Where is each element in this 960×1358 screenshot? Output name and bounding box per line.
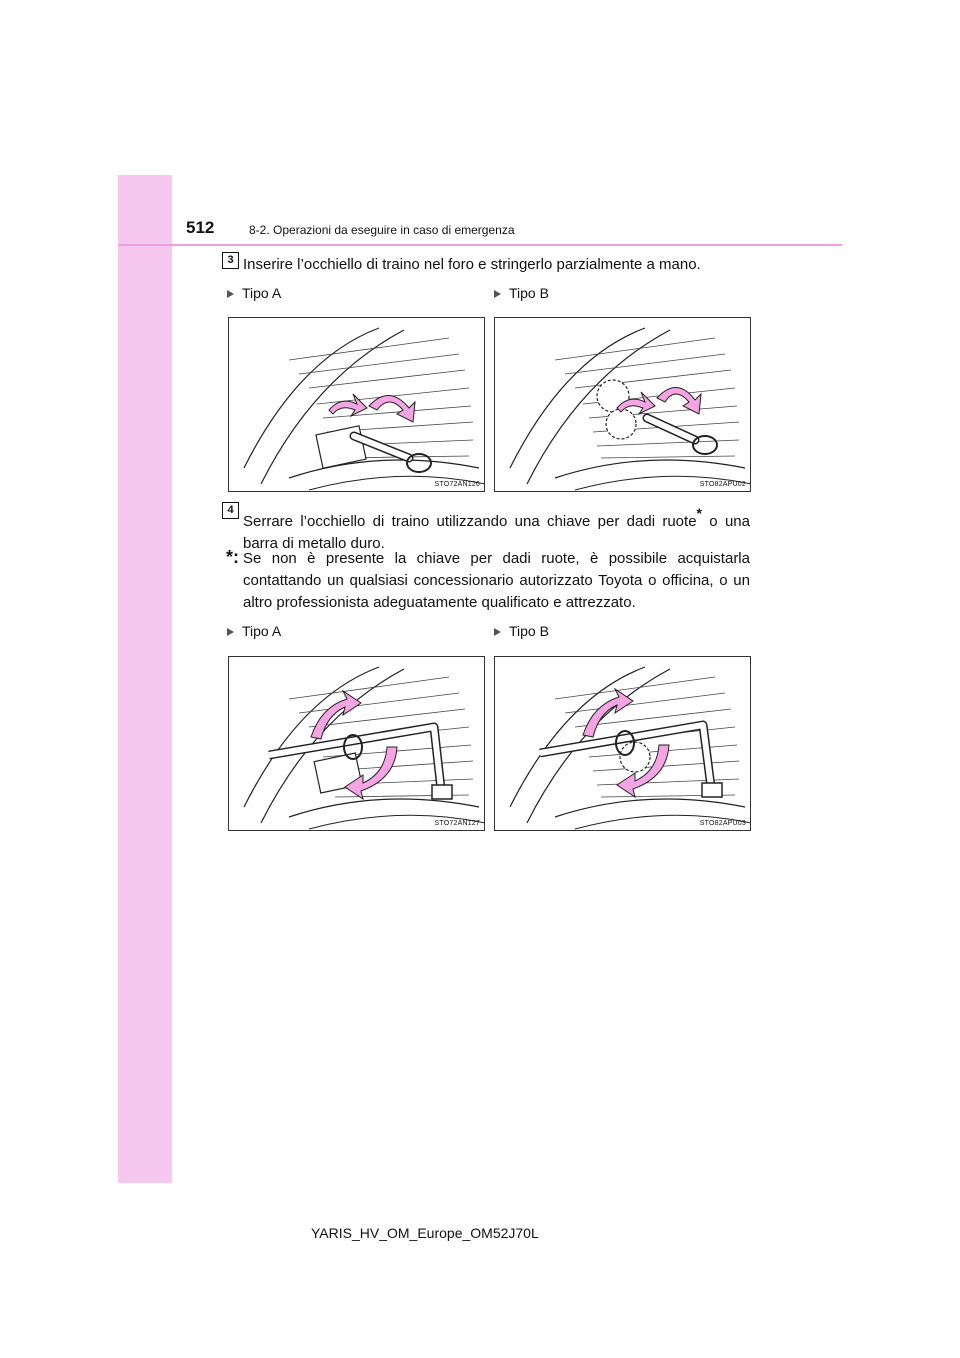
- chapter-color-band: [118, 175, 172, 1183]
- figure-code: STO72AN126: [434, 481, 480, 488]
- figure-code: STO82APU03: [699, 820, 746, 827]
- figure-label-type-a: Tipo A: [227, 623, 281, 639]
- figure-step3-type-a: [228, 317, 485, 492]
- step-number-4: 4: [222, 502, 239, 519]
- footnote-marker: *:: [226, 547, 239, 567]
- tow-eyelet-insert-illustration: [495, 318, 750, 491]
- figure-label-type-b: Tipo B: [494, 285, 549, 301]
- page-number: 512: [186, 218, 215, 237]
- triangle-bullet-icon: [494, 290, 501, 298]
- footnote-text: Se non è presente la chiave per dadi ruote, è possibile acquistarla contattando un qualsiasi concessionario autorizzato Toyota o officina, o un altro professionista adeguatamente qualificato e attrezzato.: [243, 550, 750, 611]
- figure-step3-type-b: [494, 317, 751, 492]
- step-number-3: 3: [222, 252, 239, 269]
- header-divider: [118, 244, 842, 246]
- figure-code: STO82APU02: [699, 481, 746, 488]
- figure-label-type-a: Tipo A: [227, 285, 281, 301]
- step-4-text: Serrare l’occhiello di traino utilizzando una chiave per dadi ruote* o una barra di metallo duro.: [243, 505, 750, 552]
- step-3-text: Inserire l’occhiello di traino nel foro e stringerlo parzialmente a mano.: [243, 256, 701, 273]
- wrench-tighten-illustration: [229, 657, 484, 830]
- tow-eyelet-insert-illustration: [229, 318, 484, 491]
- triangle-bullet-icon: [227, 290, 234, 298]
- triangle-bullet-icon: [494, 628, 501, 636]
- figure-label-type-b: Tipo B: [494, 623, 549, 639]
- footnote-reference: *: [696, 505, 702, 521]
- section-title: 8-2. Operazioni da eseguire in caso di emergenza: [249, 223, 515, 237]
- document-code: YARIS_HV_OM_Europe_OM52J70L: [311, 1225, 539, 1241]
- figure-step4-type-a: [228, 656, 485, 831]
- figure-step4-type-b: [494, 656, 751, 831]
- figure-code: STO72AN127: [434, 820, 480, 827]
- wrench-tighten-illustration: [495, 657, 750, 830]
- footnote: [226, 548, 750, 614]
- triangle-bullet-icon: [227, 628, 234, 636]
